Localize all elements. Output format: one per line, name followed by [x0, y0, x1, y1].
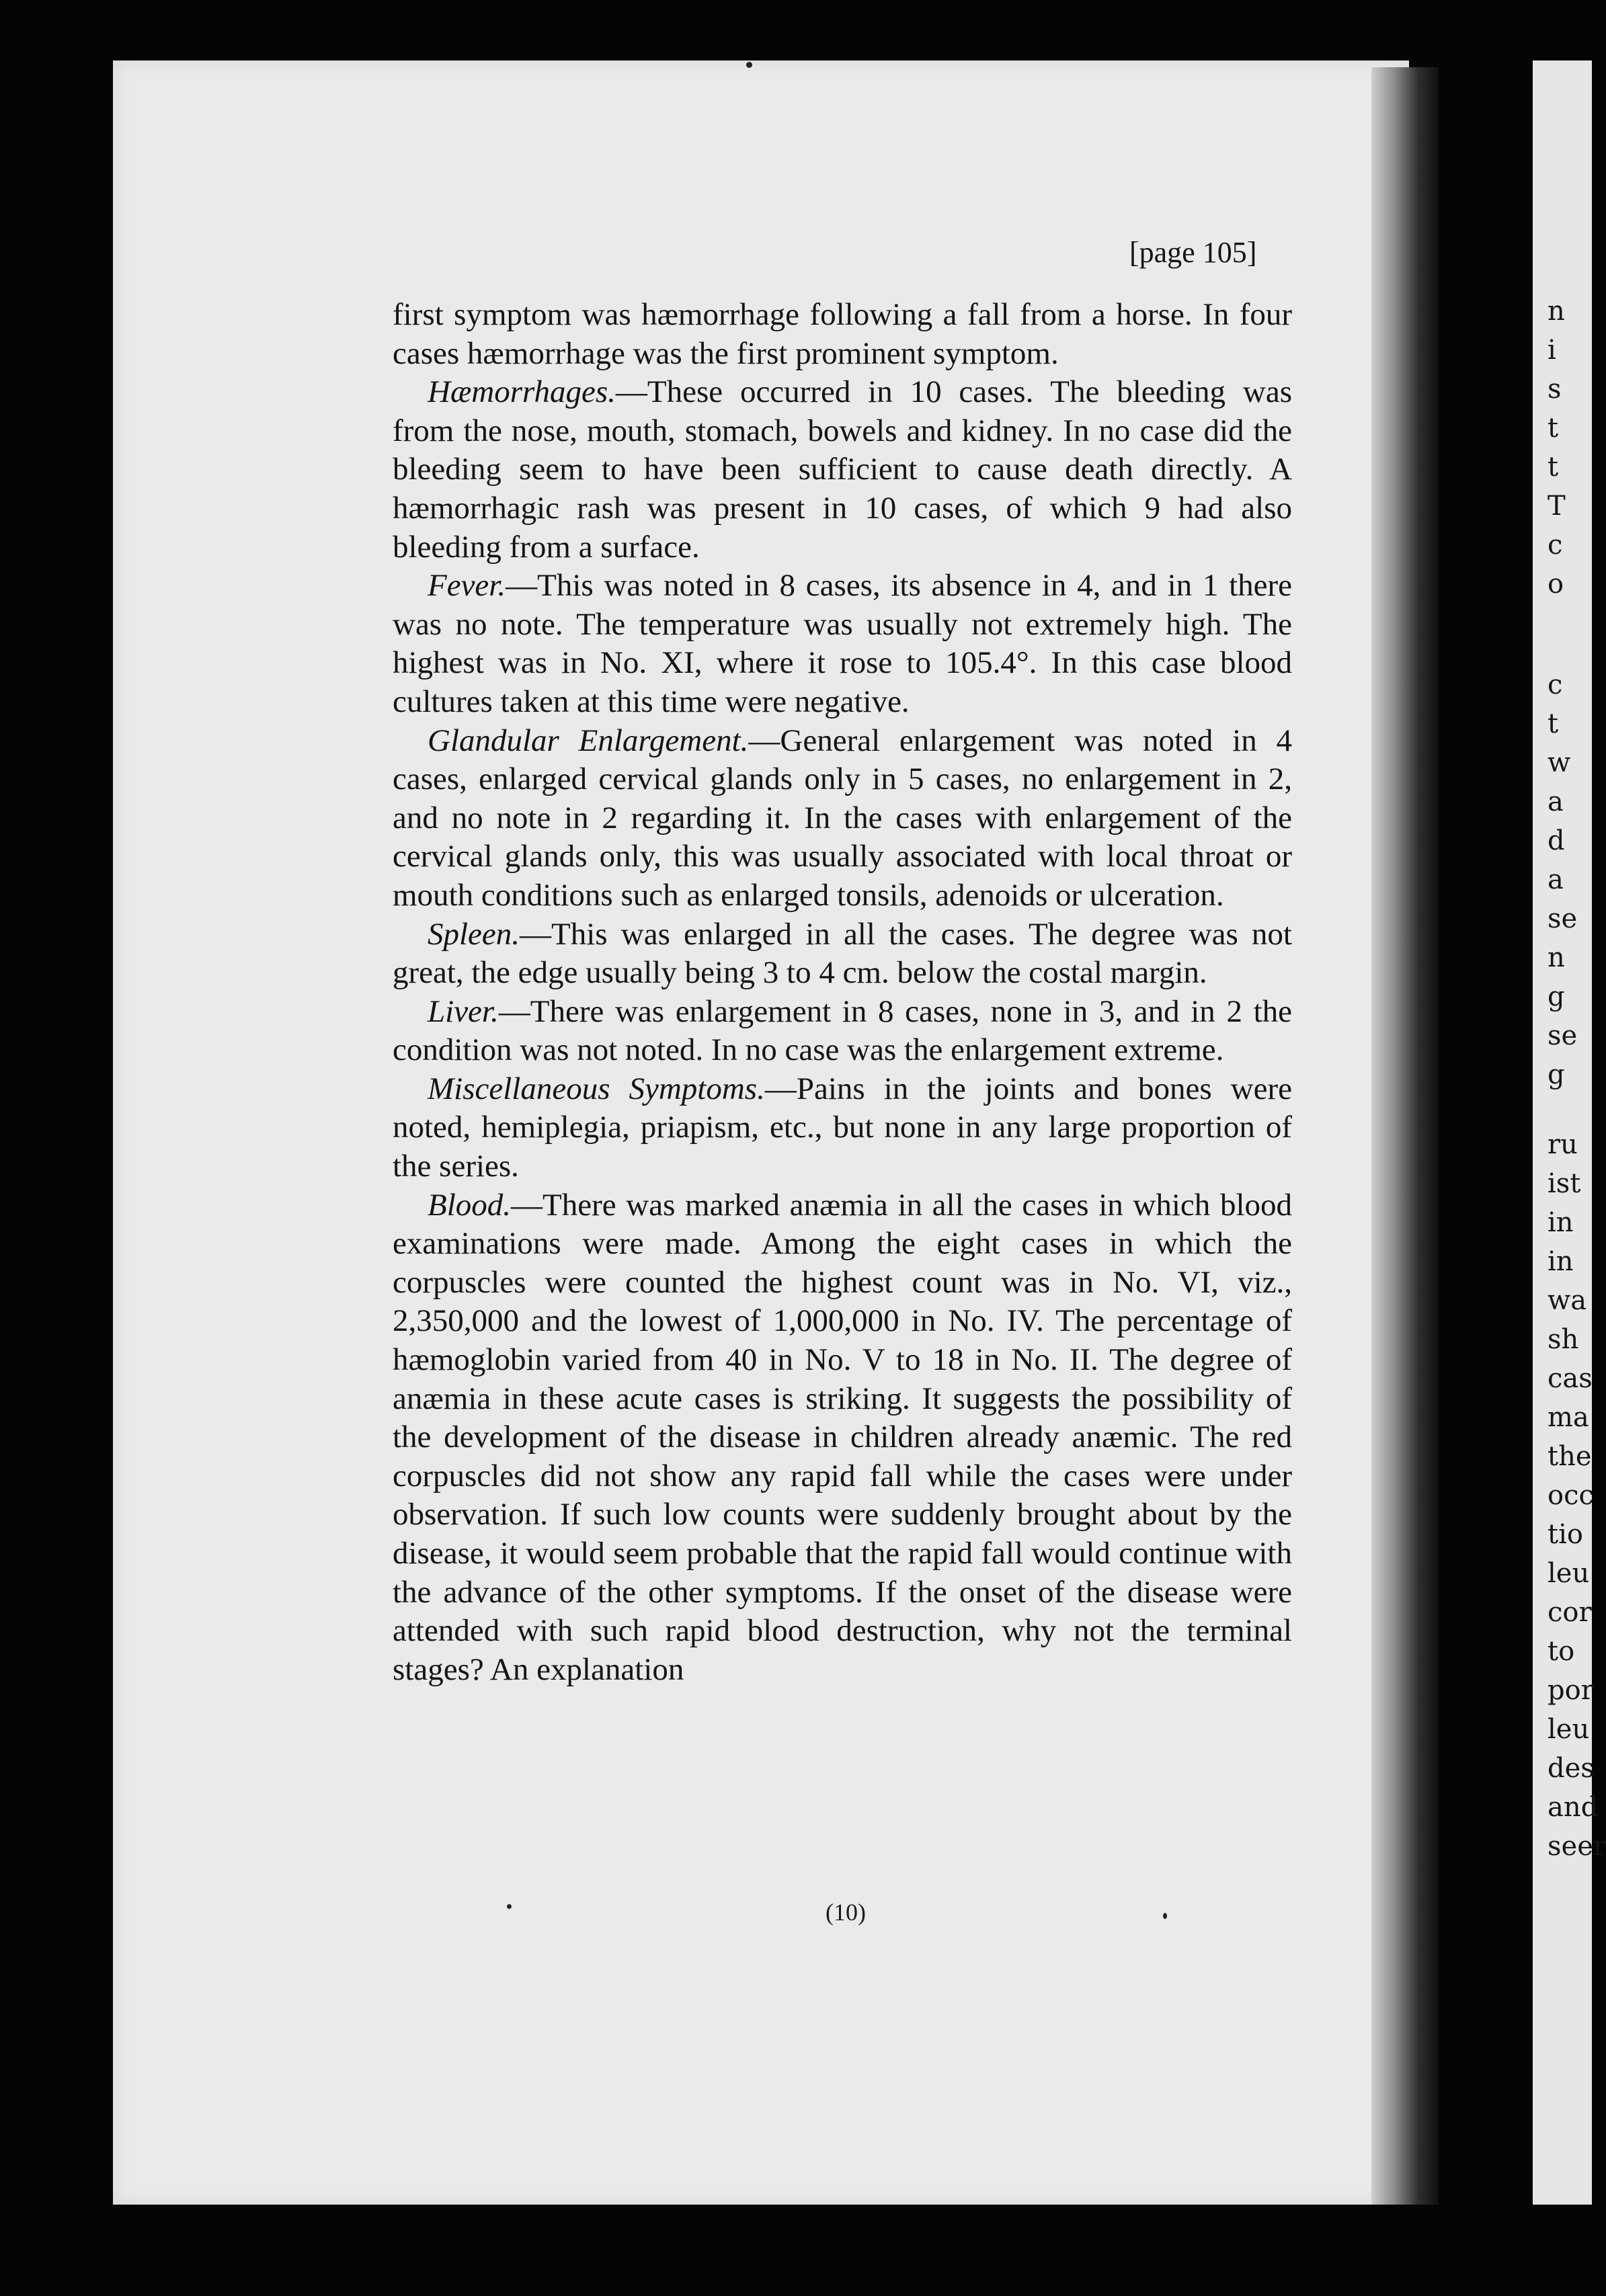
paragraph-heading: Liver. — [428, 993, 499, 1029]
paragraph-text: —There was enlargement in 8 cases, none in 3, and in 2 the condition was not noted. In no case was the enlargement extreme. — [393, 993, 1292, 1068]
facing-page-fragment: ist — [1548, 1168, 1581, 1199]
facing-page-fragment: seer — [1548, 1831, 1606, 1862]
facing-page-fragment: ru — [1548, 1129, 1578, 1160]
paragraph-text: —There was marked anæmia in all the cases in which blood examinations were made. Among the eight cases in which the corpuscles were counted the highest count was in No. VI, viz., 2,350,000 and the lowest of 1,000,000 in No. IV. The percentage of hæmoglobin varied from 40 in No. V to 18 in No. II. The degree of anæmia in these acute cases is striking. It suggests the possibility of the development of the disease in children already anæmic. The red corpuscles did not show any rapid fall while the cases were under observation. If such low counts were suddenly brought about by the disease, it would seem probable that the rapid fall would continue with the advance of the other symptoms. If the onset of the disease were attended with such rapid blood destruction, why not the terminal stages? An explanation — [393, 1187, 1292, 1687]
facing-page-fragment: T — [1548, 491, 1566, 522]
ink-speck — [1163, 1913, 1167, 1919]
paragraph-heading: Spleen. — [428, 916, 520, 952]
paragraph-heading: Glandular Enlargement. — [428, 723, 749, 758]
facing-page-fragment: o — [1548, 569, 1564, 600]
paragraph-heading: Miscellaneous Symptoms. — [428, 1071, 765, 1106]
paragraph-liver — [393, 993, 1292, 1070]
paragraph-heading: Hæmorrhages. — [428, 374, 616, 410]
facing-page-fragment: se — [1548, 1020, 1578, 1051]
facing-page-fragment: w — [1548, 747, 1571, 778]
facing-page-fragment: leu — [1548, 1558, 1590, 1589]
facing-page-fragment: i — [1548, 335, 1556, 366]
paragraph-blood — [393, 1186, 1292, 1690]
facing-page-fragment: to — [1548, 1636, 1575, 1667]
facing-page-fragment: cor — [1548, 1597, 1592, 1628]
facing-page-fragment: se — [1548, 903, 1578, 934]
paragraph-heading: Fever. — [428, 568, 506, 604]
facing-page-fragment: d — [1548, 825, 1565, 856]
page-header: [page 105] — [1129, 236, 1257, 269]
paragraph-heading: Blood. — [428, 1187, 512, 1223]
paragraph-text: —This was enlarged in all the cases. The degree was not great, the edge usually being 3 to 4 cm. below the costal margin. — [393, 916, 1292, 991]
facing-page-fragment: leu — [1548, 1714, 1590, 1745]
facing-page-fragment: t — [1548, 452, 1559, 483]
facing-page-fragment: g — [1548, 981, 1565, 1012]
body-text — [393, 296, 1292, 1689]
facing-page-fragment: the — [1548, 1441, 1592, 1472]
facing-page-fragment: tio — [1548, 1519, 1583, 1550]
facing-page-fragment: n — [1548, 942, 1565, 973]
facing-page-fragment: t — [1548, 708, 1559, 739]
paragraph-spleen — [393, 915, 1292, 993]
facing-page-fragment: g — [1548, 1059, 1565, 1090]
facing-page-fragment: sh — [1548, 1324, 1579, 1355]
facing-page-edge — [1533, 60, 1606, 2205]
paragraph-text: first symptom was hæmorrhage following a fall from a horse. In four cases hæmorrhage was the first prominent symptom. — [393, 297, 1292, 371]
facing-page-fragment: a — [1548, 864, 1564, 895]
facing-page-fragment: por — [1548, 1675, 1594, 1706]
paragraph-continuation — [393, 296, 1292, 373]
facing-page-fragment: cas — [1548, 1363, 1593, 1394]
facing-page-fragment: in — [1548, 1207, 1574, 1238]
ink-speck — [507, 1904, 512, 1909]
paragraph-miscellaneous-symptoms — [393, 1070, 1292, 1186]
facing-page-fragment: ma — [1548, 1402, 1589, 1433]
facing-page-fragment: des — [1548, 1753, 1595, 1784]
paragraph-text: —This was noted in 8 cases, its absence in 4, and in 1 there was no note. The temperature was usually not extremely high. The highest was in No. XI, where it rose to 105.4°. In this case blood cultures taken at this time were negative. — [393, 568, 1292, 719]
facing-page-fragment: t — [1548, 413, 1559, 444]
facing-page-fragment: a — [1548, 786, 1564, 817]
paragraph-text: —These occurred in 10 cases. The bleeding was from the nose, mouth, stomach, bowels and kidney. In no case did the bleeding seem to have been sufficient to cause death directly. A hæmorrhagic rash was present in 10 cases, of which 9 had also bleeding from a surface. — [393, 374, 1292, 565]
page-number: (10) — [826, 1899, 866, 1926]
paragraph-text: —Pains in the joints and bones were noted, hemiplegia, priapism, etc., but none in any large proportion of the series. — [393, 1071, 1292, 1184]
facing-page-fragment: wa — [1548, 1285, 1587, 1316]
paragraph-haemorrhages — [393, 373, 1292, 567]
book-gutter — [1371, 67, 1439, 2205]
facing-page-fragment: and — [1548, 1792, 1599, 1823]
paragraph-text: —General enlargement was noted in 4 cases, enlarged cervical glands only in 5 cases, no enlargement in 2, and no note in 2 regarding it. In the cases with enlargement of the cervical glands only, this was usually associated with local throat or mouth conditions such as enlarged tonsils, adenoids or ulceration. — [393, 723, 1292, 913]
facing-page-fragment: s — [1548, 374, 1562, 405]
paragraph-fever — [393, 567, 1292, 721]
facing-page-fragment: n — [1548, 296, 1565, 327]
paragraph-glandular-enlargement — [393, 722, 1292, 915]
facing-page-fragment: in — [1548, 1246, 1574, 1277]
ink-speck — [746, 62, 752, 68]
facing-page-fragment: occ — [1548, 1480, 1594, 1511]
facing-page-fragment: c — [1548, 530, 1563, 561]
facing-page-fragment: c — [1548, 669, 1563, 700]
